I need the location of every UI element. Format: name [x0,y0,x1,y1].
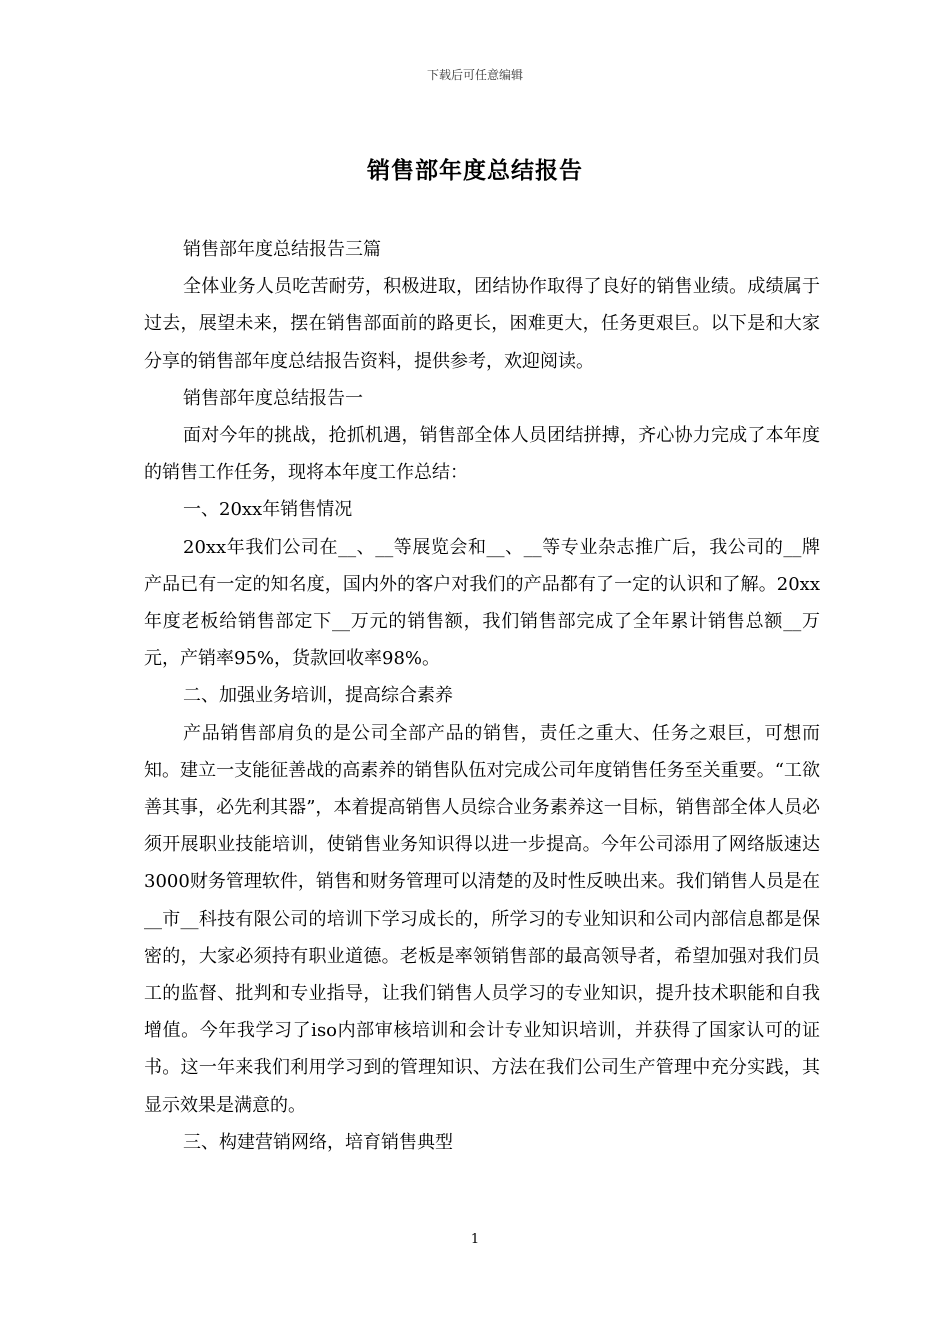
document-title: 销售部年度总结报告 [367,157,583,184]
paragraph-intro: 全体业务人员吃苦耐劳，积极进取，团结协作取得了良好的销售业绩。成绩属于过去，展望未来，摆在销售部面前的路更长，困难更大，任务更艰巨。以下是和大家分享的销售部年度总结报告资料，提供参考，欢迎阅读。 [144,276,820,372]
paragraph-report-one-heading: 销售部年度总结报告一 [183,387,363,409]
page-number: 1 [470,1232,480,1247]
paragraph-sales-situation: 20xx年我们公司在__、__等展览会和__、__等专业杂志推广后，我公司的__牌产品已有一定的知名度，国内外的客户对我们的产品都有了一定的认识和了解。20xx年度老板给销售部定下__万元的销售额，我们销售部完成了全年累计销售总额__万元，产销率95%，货款回收率98%。 [144,536,820,670]
section-heading-1: 一、20xx年销售情况 [183,499,353,521]
section-heading-2: 二、加强业务培训，提高综合素养 [183,685,453,707]
document-body [144,231,820,1161]
paragraph-report-one-intro: 面对今年的挑战，抢抓机遇，销售部全体人员团结拼搏，齐心协力完成了本年度的销售工作任务，现将本年度工作总结： [144,425,820,484]
header-note: 下载后可任意编辑 [426,68,523,82]
section-heading-3: 三、构建营销网络，培育销售典型 [183,1131,453,1153]
paragraph-training: 产品销售部肩负的是公司全部产品的销售，责任之重大、任务之艰巨，可想而知。建立一支能征善战的高素养的销售队伍对完成公司年度销售任务至关重要。“工欲善其事，必先利其器”，本着提高销售人员综合业务素养这一目标，销售部全体人员必须开展职业技能培训，使销售业务知识得以进一步提高。今年公司添用了网络版速达3000财务管理软件，销售和财务管理可以清楚的及时性反映出来。我们销售人员是在__市__科技有限公司的培训下学习成长的，所学习的专业知识和公司内部信息都是保密的，大家必须持有职业道德。老板是率领销售部的最高领导者，希望加强对我们员工的监督、批判和专业指导，让我们销售人员学习的专业知识，提升技术职能和自我增值。今年我学习了iso内部审核培训和会计专业知识培训，并获得了国家认可的证书。这一年来我们利用学习到的管理知识、方法在我们公司生产管理中充分实践，其显示效果是满意的。 [144,722,820,1116]
paragraph-subtitle: 销售部年度总结报告三篇 [183,239,381,260]
